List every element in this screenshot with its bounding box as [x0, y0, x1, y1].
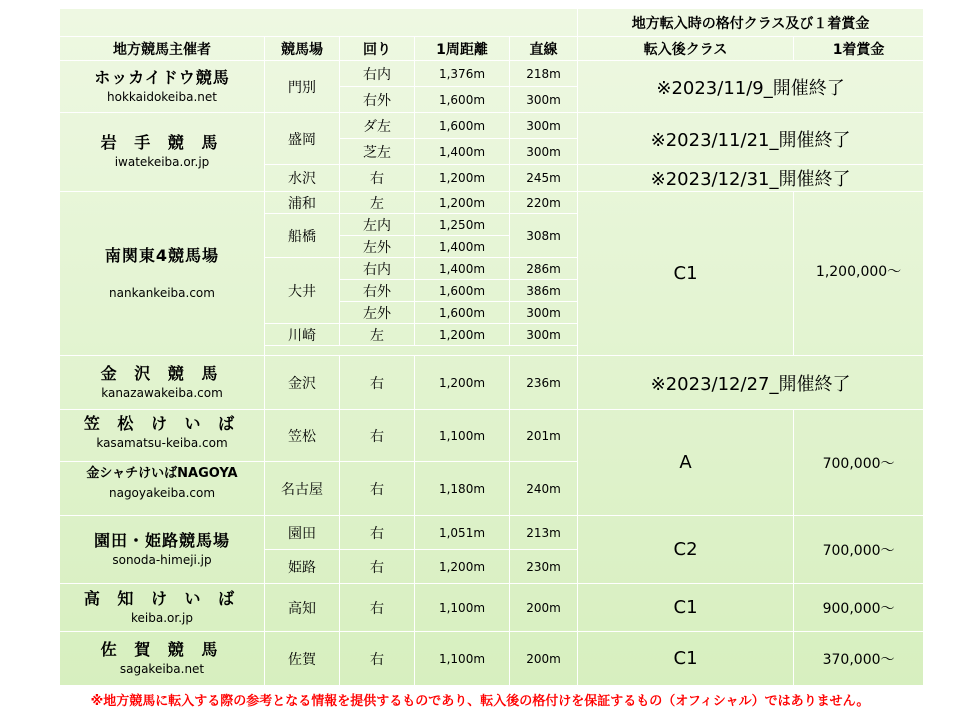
- track-name: 高知: [265, 584, 340, 632]
- organizer-name: ホッカイドウ競馬: [94, 67, 230, 87]
- organizer-cell: [60, 356, 265, 410]
- organizer-cell: [60, 516, 265, 584]
- track-name: 大井: [265, 258, 340, 324]
- organizer-cell: [60, 410, 265, 462]
- lap-distance: 1,200m: [415, 165, 510, 192]
- turn: 右: [340, 584, 415, 632]
- lap-distance: 1,200m: [415, 550, 510, 584]
- class-after-transfer: C1: [578, 192, 794, 356]
- lap-distance: 1,400m: [415, 236, 510, 258]
- track-name: 金沢: [265, 356, 340, 410]
- organizer-url: nagoyakeiba.com: [108, 486, 216, 500]
- organizer-url: iwatekeiba.or.jp: [114, 155, 210, 169]
- col-prize: 1着賞金: [794, 37, 924, 61]
- col-track: 競馬場: [265, 37, 340, 61]
- turn: 右内: [340, 61, 415, 87]
- straight-length: 300m: [510, 113, 578, 139]
- track-name: 門別: [265, 61, 340, 113]
- first-prize: 1,200,000〜: [794, 192, 924, 356]
- header-row-group: [60, 9, 924, 37]
- straight-length: 213m: [510, 516, 578, 550]
- lap-distance: 1,100m: [415, 410, 510, 462]
- first-prize: 900,000〜: [794, 584, 924, 632]
- track-name: 名古屋: [265, 462, 340, 516]
- table-row: [60, 356, 924, 410]
- straight-length: 200m: [510, 632, 578, 686]
- class-after-transfer: A: [578, 410, 794, 516]
- turn: 右: [340, 410, 415, 462]
- lap-distance: 1,600m: [415, 302, 510, 324]
- organizer-cell: [60, 61, 265, 113]
- lap-distance: 1,051m: [415, 516, 510, 550]
- organizer-cell: [60, 113, 265, 192]
- turn: 右: [340, 550, 415, 584]
- organizer-name: 岩 手 競 馬: [100, 133, 224, 152]
- organizer-name: 園田・姫路競馬場: [93, 530, 230, 550]
- track-name: 浦和: [265, 192, 340, 214]
- straight-length: 245m: [510, 165, 578, 192]
- organizer-url: hokkaidokeiba.net: [107, 89, 217, 104]
- organizer-name: 佐 賀 競 馬: [100, 639, 224, 659]
- straight-length: 230m: [510, 550, 578, 584]
- organizer-cell: [60, 632, 265, 686]
- header-spacer: [60, 9, 578, 37]
- turn: ダ左: [340, 113, 415, 139]
- table-row: [60, 410, 924, 462]
- turn: 右: [340, 462, 415, 516]
- turn: 芝左: [340, 139, 415, 165]
- straight-length: 300m: [510, 139, 578, 165]
- lap-distance: 1,200m: [415, 192, 510, 214]
- straight-length: 300m: [510, 324, 578, 346]
- class-after-transfer: C1: [578, 632, 794, 686]
- lap-distance: 1,200m: [415, 356, 510, 410]
- table-row: [60, 632, 924, 686]
- header-group-title: 地方転入時の格付クラス及び１着賞金: [578, 9, 924, 37]
- first-prize: 700,000〜: [794, 410, 924, 516]
- straight-length: 308m: [510, 214, 578, 258]
- organizer-url: sagakeiba.net: [119, 661, 205, 676]
- table-row: [60, 584, 924, 632]
- organizer-url: keiba.or.jp: [131, 610, 193, 625]
- status-note: ※2023/12/27_開催終了: [578, 356, 924, 410]
- lap-distance: 1,600m: [415, 87, 510, 113]
- lap-distance: 1,200m: [415, 324, 510, 346]
- track-name: 園田: [265, 516, 340, 550]
- turn: 左: [340, 192, 415, 214]
- status-note: ※2023/12/31_開催終了: [578, 165, 924, 192]
- track-name: 船橋: [265, 214, 340, 258]
- table-row: [60, 516, 924, 550]
- turn: 左内: [340, 214, 415, 236]
- lap-distance: 1,250m: [415, 214, 510, 236]
- lap-distance: 1,600m: [415, 113, 510, 139]
- track-name: 川崎: [265, 324, 340, 346]
- lap-distance: 1,180m: [415, 462, 510, 516]
- lap-distance: 1,400m: [415, 139, 510, 165]
- organizer-name: 南関東4競馬場: [104, 245, 220, 265]
- straight-length: 200m: [510, 584, 578, 632]
- organizer-url: sonoda-himeji.jp: [112, 552, 212, 567]
- organizer-url: kanazawakeiba.com: [101, 385, 223, 400]
- turn: 右: [340, 632, 415, 686]
- straight-length: 201m: [510, 410, 578, 462]
- lap-distance: 1,376m: [415, 61, 510, 87]
- lap-distance: 1,100m: [415, 632, 510, 686]
- lap-distance: 1,600m: [415, 280, 510, 302]
- organizer-cell: [60, 192, 265, 356]
- turn: 左外: [340, 302, 415, 324]
- straight-length: 236m: [510, 356, 578, 410]
- straight-length: 386m: [510, 280, 578, 302]
- disclaimer-note: ※地方競馬に転入する際の参考となる情報を提供するものであり、転入後の格付けを保証するもの（オフィシャル）ではありません。: [90, 694, 870, 709]
- track-name: 佐賀: [265, 632, 340, 686]
- lap-distance: 1,400m: [415, 258, 510, 280]
- track-name: 盛岡: [265, 113, 340, 165]
- organizer-name: 金シャチけいばNAGOYA: [86, 466, 238, 481]
- col-class: 転入後クラス: [578, 37, 794, 61]
- class-after-transfer: C1: [578, 584, 794, 632]
- table-row: [60, 61, 924, 87]
- turn: 右外: [340, 87, 415, 113]
- transfer-class-table: [59, 8, 924, 686]
- status-note: ※2023/11/9_開催終了: [578, 61, 924, 113]
- first-prize: 700,000〜: [794, 516, 924, 584]
- turn: 右: [340, 516, 415, 550]
- col-straight: 直線: [510, 37, 578, 61]
- table-row: [60, 192, 924, 214]
- status-note: ※2023/11/21_開催終了: [578, 113, 924, 165]
- organizer-url: kasamatsu-keiba.com: [96, 436, 228, 450]
- organizer-cell: [60, 584, 265, 632]
- lap-distance: 1,100m: [415, 584, 510, 632]
- track-name: 姫路: [265, 550, 340, 584]
- header-row-columns: [60, 37, 924, 61]
- col-turn: 回り: [340, 37, 415, 61]
- col-distance: 1周距離: [415, 37, 510, 61]
- turn: 右外: [340, 280, 415, 302]
- straight-length: 300m: [510, 87, 578, 113]
- straight-length: 240m: [510, 462, 578, 516]
- turn: 右内: [340, 258, 415, 280]
- organizer-cell: [60, 462, 265, 516]
- track-name: 水沢: [265, 165, 340, 192]
- turn: 左: [340, 324, 415, 346]
- first-prize: 370,000〜: [794, 632, 924, 686]
- organizer-name: 笠 松 け い ば: [83, 414, 241, 433]
- class-after-transfer: C2: [578, 516, 794, 584]
- turn: 右: [340, 165, 415, 192]
- straight-length: 300m: [510, 302, 578, 324]
- table-row: [60, 113, 924, 139]
- turn: 左外: [340, 236, 415, 258]
- track-name: 笠松: [265, 410, 340, 462]
- col-organizer: 地方競馬主催者: [60, 37, 265, 61]
- straight-length: 218m: [510, 61, 578, 87]
- organizer-name: 金 沢 競 馬: [100, 363, 224, 383]
- straight-length: 286m: [510, 258, 578, 280]
- turn: 右: [340, 356, 415, 410]
- organizer-url: nankankeiba.com: [109, 285, 215, 300]
- straight-length: 220m: [510, 192, 578, 214]
- organizer-name: 高 知 け い ば: [83, 588, 241, 608]
